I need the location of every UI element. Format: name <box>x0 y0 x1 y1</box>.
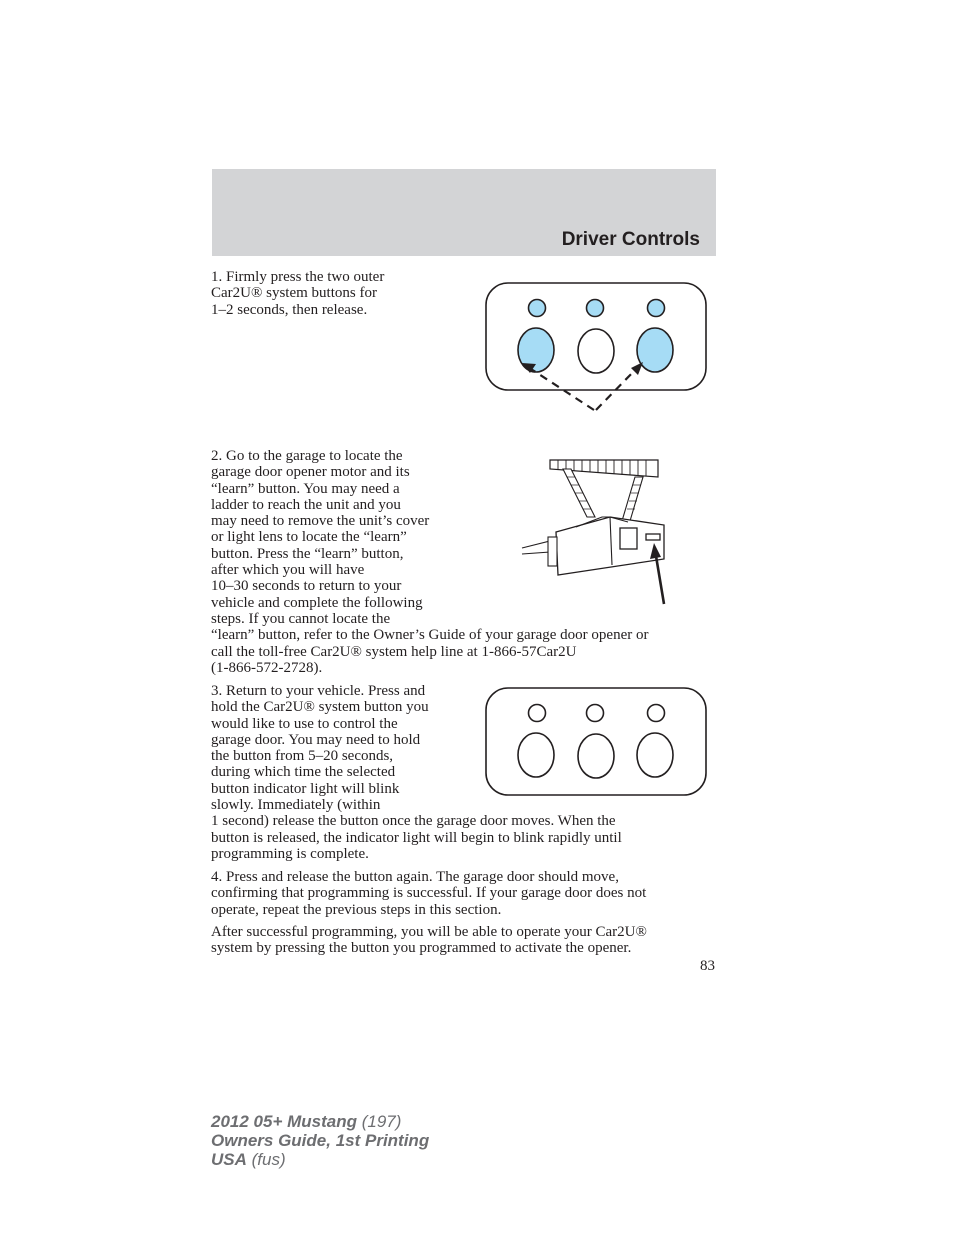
button-center <box>578 734 614 778</box>
step-3-text: 3. Return to your vehicle. Press and hold the Car2U® system button you would like to use to control the garage door. You may need to hold the button from 5–20 seconds, during which time the selected button indicator light will blink slowly. Immediately (within 1 second) release the button once the garage door moves. When the button is released, the indicator light will begin to blink rapidly until programming is complete. <box>211 683 622 862</box>
indicator-light-center <box>587 300 604 317</box>
step-4-text: 4. Press and release the button again. The garage door should move, confirming that programming is successful. If your garage door does not operate, repeat the previous steps in this section. <box>211 869 647 918</box>
car2u-buttons-press-outer-illustration <box>480 278 715 418</box>
button-right <box>637 733 673 777</box>
indicator-light-right <box>648 300 665 317</box>
step-1-text: 1. Firmly press the two outer Car2U® system buttons for 1–2 seconds, then release. <box>211 269 385 318</box>
button-left-highlighted <box>518 328 554 372</box>
button-left <box>518 733 554 777</box>
light-lens <box>620 528 637 549</box>
indicator-light-left <box>529 300 546 317</box>
header-band <box>212 169 716 256</box>
section-title: Driver Controls <box>561 229 700 250</box>
closing-text: After successful programming, you will be able to operate your Car2U® system by pressing the button you programmed to activate the opener. <box>211 924 647 957</box>
button-center <box>578 329 614 373</box>
indicator-light-left <box>529 705 546 722</box>
page-number: 83 <box>700 958 715 974</box>
button-right-highlighted <box>637 328 673 372</box>
footer-publication-info: 2012 05+ Mustang (197) Owners Guide, 1st Printing USA (fus) <box>211 1112 430 1169</box>
car2u-buttons-illustration <box>480 683 715 801</box>
step-2-text: 2. Go to the garage to locate the garage door opener motor and its “learn” button. You may need a ladder to reach the unit and you may need to remove the unit’s cover or light lens to locate the “learn” button. Press the “learn” button, after which you will have 10–30 seconds to return to your vehicle and complete the following steps. If you cannot locate the “learn” button, refer to the Owner’s Guide of your garage door opener or call the toll-free Car2U® system help line at 1-866-57Car2U (1-866-572-2728). <box>211 448 649 676</box>
garage-door-opener-illustration <box>518 455 668 607</box>
indicator-light-center <box>587 705 604 722</box>
learn-button-icon <box>646 534 660 540</box>
indicator-light-right <box>648 705 665 722</box>
